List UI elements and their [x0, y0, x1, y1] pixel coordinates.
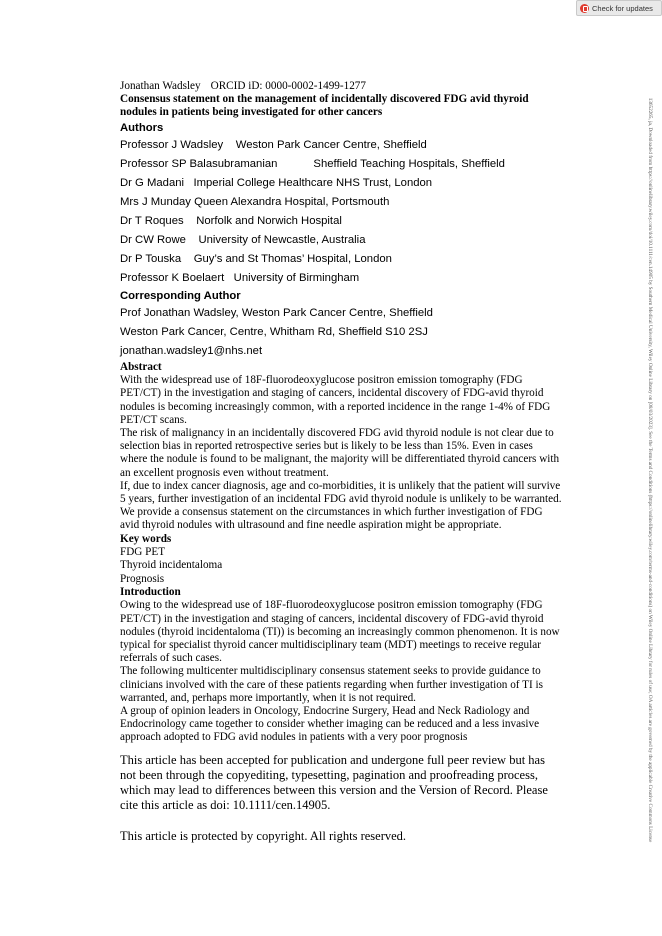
author-name: Dr T Roques [120, 214, 184, 227]
article-body [120, 80, 562, 845]
author-name: Dr G Madani [120, 176, 185, 189]
introduction-paragraph: Owing to the widespread use of 18F-fluorodeoxyglucose positron emission tomography (FDG PET/CT) in the investigation and staging of cancers, incidental discovery of FDG-avid thyroid nodules (thyroid incidentaloma (TI)) is becoming an increasingly common phenomenon. It is now typical for specialist thyroid cancer multidisciplinary team (MDT) meetings to receive regular referrals of such cases. [120, 599, 560, 665]
article-title: Consensus statement on the management of incidentally discovered FDG avid thyroid nodules in patients being investigated for other cancers [120, 93, 529, 119]
author-affiliation: Queen Alexandra Hospital, Portsmouth [194, 195, 390, 208]
abstract-paragraph: With the widespread use of 18F-fluorodeoxyglucose positron emission tomography (FDG PET/CT) in the investigation and staging of cancers, incidental discovery of FDG-avid thyroid nodules is becoming increasingly common, with a reported incidence in the range 1-4% of FDG PET/CT scans. [120, 374, 551, 426]
author-name: Dr CW Rowe [120, 233, 186, 246]
author-row [120, 155, 562, 174]
authors-list [120, 136, 562, 288]
check-for-updates-button[interactable] [576, 0, 662, 16]
corresponding-author-heading: Corresponding Author [120, 289, 241, 302]
copyright-notice: This article is protected by copyright. All rights reserved. [120, 829, 407, 844]
corresponding-author-block [120, 304, 562, 361]
author-row [120, 136, 562, 155]
author-affiliation: Norfolk and Norwich Hospital [196, 214, 342, 227]
abstract-paragraph: If, due to index cancer diagnosis, age and co-morbidities, it is unlikely that the patient will survive 5 years, further investigation of an incidental FDG avid thyroid nodule is unlikely to be warranted. [120, 479, 562, 506]
author-row [120, 193, 562, 212]
author-affiliation: Sheffield Teaching Hospitals, Sheffield [313, 157, 505, 170]
orcid-id[interactable]: ORCID iD: 0000-0002-1499-1277 [210, 80, 366, 92]
abstract-paragraph: We provide a consensus statement on the circumstances in which further investigation of FDG avid thyroid nodules with ultrasound and fine needle aspiration might be appropriate. [120, 506, 543, 532]
author-affiliation: University of Newcastle, Australia [198, 233, 366, 246]
author-affiliation: University of Birmingham [233, 271, 360, 284]
keywords-heading: Key words [120, 532, 172, 545]
introduction-paragraph: The following multicenter multidisciplinary consensus statement seeks to provide guidance to clinicians involved with the care of these patients regarding when further investigation of TI is warranted, and, perhaps more importantly, when it is not required. [120, 665, 543, 704]
author-row [120, 174, 562, 193]
author-row [120, 250, 562, 269]
author-row [120, 231, 562, 250]
abstract-paragraph: The risk of malignancy in an incidentally discovered FDG avid thyroid nodule is not clear due to selection bias in reported retrospective series but is likely to be less than 15%. Even in cases where the nodule is found to be malignant, the majority will be differentiated thyroid cancers with an excellent prognosis even without treatment. [120, 427, 560, 479]
corresponding-line-1: Prof Jonathan Wadsley, Weston Park Cancer Centre, Sheffield [120, 306, 433, 319]
author-name: Professor J Wadsley [120, 138, 224, 151]
author-name: Professor SP Balasubramanian [120, 157, 278, 170]
author-name: Professor K Boelaert [120, 271, 225, 284]
author-affiliation: Weston Park Cancer Centre, Sheffield [235, 138, 427, 151]
author-affiliation: Imperial College Healthcare NHS Trust, London [193, 176, 433, 189]
author-name: Mrs J Munday [120, 195, 191, 208]
author-name: Dr P Touska [120, 252, 182, 265]
header-author: Jonathan Wadsley [120, 80, 201, 92]
authors-heading: Authors [120, 121, 164, 134]
check-for-updates-label: Check for updates [592, 3, 653, 13]
author-orcid-line [120, 80, 562, 93]
acceptance-notice: This article has been accepted for publication and undergone full peer review but has not been through the copyediting, typesetting, pagination and proofreading process, which may lead to differences between this version and the Version of Record. Please cite this article as doi: 10.1111/cen.14905. [120, 752, 548, 813]
author-row [120, 269, 562, 288]
introduction-paragraph: A group of opinion leaders in Oncology, Endocrine Surgery, Head and Neck Radiology and Endocrinology came together to consider whether imaging can be reduced and a less invasive approach adopted to FDG avid nodules in patients with a very poor prognosis [120, 705, 540, 744]
corresponding-email-link[interactable]: jonathan.wadsley1@nhs.net [120, 344, 263, 357]
crossmark-icon [580, 4, 589, 13]
author-affiliation: Guy’s and St Thomas’ Hospital, London [193, 252, 392, 265]
keyword-item: FDG PET [120, 546, 166, 559]
introduction-heading: Introduction [120, 585, 181, 598]
abstract-heading: Abstract [120, 360, 162, 373]
keyword-item: Thyroid incidentaloma [120, 559, 223, 572]
keyword-item: Prognosis [120, 572, 165, 585]
author-row [120, 212, 562, 231]
corresponding-line-2: Weston Park Cancer, Centre, Whitham Rd, Sheffield S10 2SJ [120, 325, 428, 338]
